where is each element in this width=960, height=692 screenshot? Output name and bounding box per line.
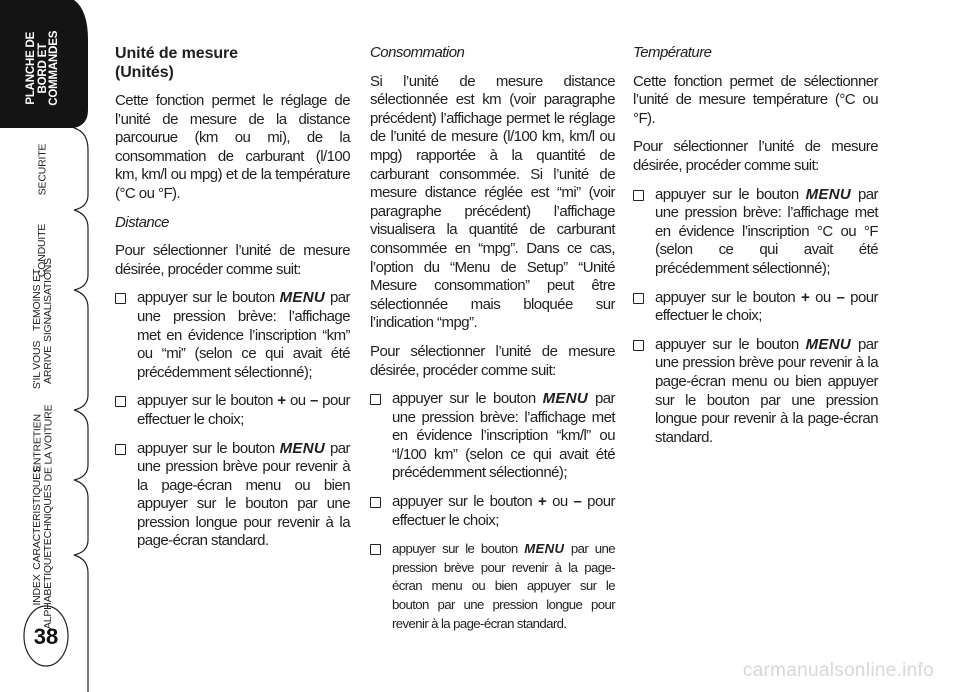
distance-intro: Pour sélectionner l’unité de mesure désirée, procéder comme suit: [115, 242, 350, 278]
temperature-intro: Pour sélectionner l’unité de mesure désirée, procéder comme suit: [633, 138, 878, 174]
checkbox-bullet-icon [115, 444, 126, 455]
temperature-paragraph: Cette fonction permet de sélectionner l’unité de mesure température (°C ou °F). [633, 72, 878, 127]
menu-button-label: MENU [805, 335, 851, 353]
temperature-subheading: Température [633, 44, 712, 61]
checkbox-bullet-icon [633, 293, 644, 304]
checkbox-bullet-icon [370, 394, 381, 405]
intro-paragraph: Cette fonction permet le réglage de l’unité de mesure de la distance parcourue (km ou mi), de la consommation de carburant (l/100 km, km/l ou mpg) et de la température (°C ou °F). [115, 92, 350, 202]
menu-button-label: MENU [805, 185, 851, 203]
tab-sil-vous-arrive[interactable]: S'IL VOUS ARRIVE [31, 340, 54, 390]
checkbox-bullet-icon [370, 544, 381, 555]
list-item: appuyer sur le bouton MENU par une pression brève pour revenir à la page-écran menu ou bien appuyer sur le bouton par une pression longue pour revenir à la page-écran standard. [370, 540, 615, 633]
checkbox-bullet-icon [633, 340, 644, 351]
column-unite-de-mesure [115, 44, 350, 561]
checkbox-bullet-icon [370, 497, 381, 508]
minus-symbol: – [836, 288, 845, 306]
tab-planche-de-bord[interactable]: PLANCHE DE BORD ET COMMANDES [24, 30, 60, 106]
section-heading: Unité de mesure (Unités) [115, 45, 238, 81]
list-item: appuyer sur le bouton MENU par une pression brève: l’affichage met en évidence l’inscription “km” ou “mi” (selon ce qui avait été précédemment sélectionné); [115, 289, 350, 382]
plus-symbol: + [538, 493, 547, 511]
tab-securite[interactable]: SECURITE [36, 143, 49, 195]
tab-temoins[interactable]: TEMOINS ET SIGNALISATIONS [30, 258, 54, 342]
distance-subheading: Distance [115, 213, 169, 231]
menu-button-label: MENU [279, 439, 325, 457]
watermark: carmanualsonline.info [742, 660, 934, 681]
tab-caracteristiques[interactable]: CARACTERISTIQUES TECHNIQUES [31, 466, 55, 570]
column-consommation [370, 44, 615, 643]
column-temperature [633, 44, 878, 457]
consommation-paragraph: Si l’unité de mesure distance sélectionnée est km (voir paragraphe précédent) l’affichage permet le réglage de l’unité de mesure (l/100 km, km/l ou mpg) rapportée à la quantité de carburant consommée. Si l’unité de mesure distance réglée est “mi” (voir paragraphe précédent) l’affichage visualisera la quantité de carburant consommée en “mpg”. Dans ce cas, l’option du “Menu de Setup” “Unité Mesure consommation” peut être sélectionnée mais bloquée sur l’indication “mpg”. [370, 72, 615, 332]
chapter-tab-strip [0, 0, 92, 692]
menu-button-label: MENU [279, 289, 325, 307]
minus-symbol: – [309, 392, 318, 410]
plus-symbol: + [801, 288, 810, 306]
list-item: appuyer sur le bouton MENU par une pression brève pour revenir à la page-écran menu ou bien appuyer sur le bouton par une pression longue pour revenir à la page-écran standard. [115, 440, 350, 552]
plus-symbol: + [277, 392, 286, 410]
consommation-subheading: Consommation [370, 44, 465, 61]
menu-button-label: MENU [524, 541, 565, 557]
tab-index[interactable]: INDEX ALPHABETIQUE [31, 550, 54, 630]
minus-symbol: – [573, 493, 582, 511]
list-item: appuyer sur le bouton + ou – pour effectuer le choix; [633, 289, 878, 326]
list-item: appuyer sur le bouton + ou – pour effectuer le choix; [115, 392, 350, 429]
list-item: appuyer sur le bouton MENU par une pression brève pour revenir à la page-écran menu ou bien appuyer sur le bouton par une pression longue pour revenir à la page-écran standard. [633, 336, 878, 448]
tab-entretien[interactable]: ENTRETIEN DE LA VOITURE [30, 404, 54, 481]
page-number: 38 [33, 624, 59, 649]
list-item: appuyer sur le bouton MENU par une pression brève: l’affichage met en évidence l’inscription °C ou °F (selon ce qui avait été précédemment sélectionné); [633, 186, 878, 279]
checkbox-bullet-icon [115, 396, 126, 407]
list-item: appuyer sur le bouton + ou – pour effectuer le choix; [370, 493, 615, 530]
checkbox-bullet-icon [115, 293, 126, 304]
tab-conduite[interactable]: CONDUITE [36, 223, 49, 277]
checkbox-bullet-icon [633, 190, 644, 201]
consommation-intro: Pour sélectionner l’unité de mesure désirée, procéder comme suit: [370, 342, 615, 379]
menu-button-label: MENU [542, 390, 588, 408]
list-item: appuyer sur le bouton MENU par une pression brève: l’affichage met en évidence l’inscription “km/l” ou “l/100 km” (selon ce qui avait été précédemment sélectionné); [370, 390, 615, 483]
